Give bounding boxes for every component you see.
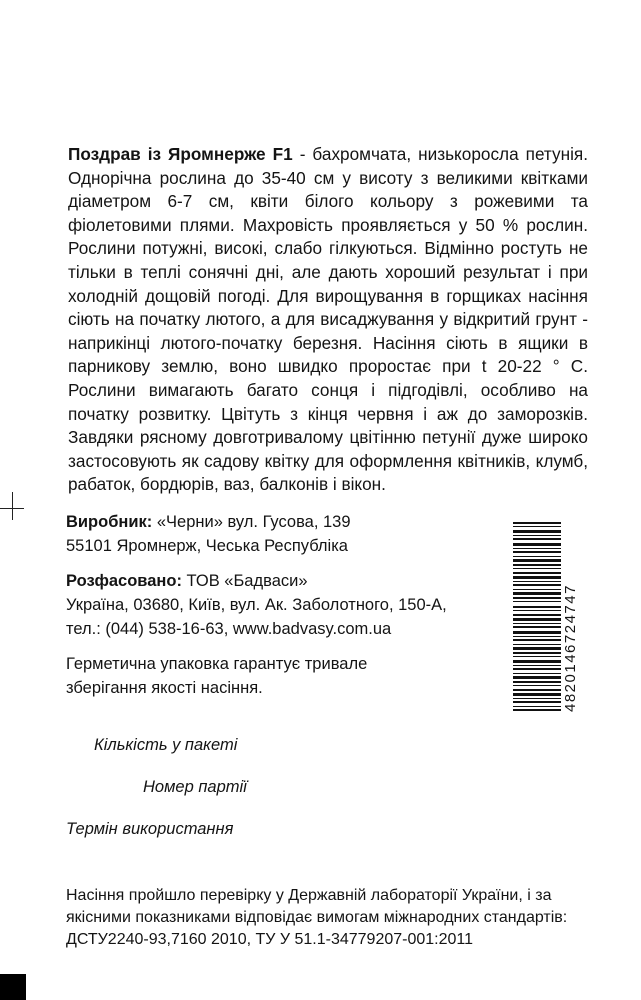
packer-label: Розфасовано: bbox=[66, 572, 182, 590]
description-text: - бахромчата, низькоросла петунія. Однорічна рослина до 35-40 см у висоту з великими квітками діаметром 6-7 см, квіти білого кольору з рожевими та фіолетовими плями. Махровість проявляється у 50 % рослин. Рослини потужні, високі, слабо гілкуються. Відмінно ростуть не тільки в теплі сонячні дні, але дають хороший результат і при холодній дощовій погоді. Для вирощування в горщиках насіння сіють на початку лютого, а для висаджування у відкритий грунт - наприкінці лютого-початку березня. Насіння сіють в ящики в парникову землю, воно швидко проростає при t 20-22 ° С. Рослини вимагають багато сонця і підгодівлі, особливо на початку розвитку. Цвітуть з кінця червня і аж до заморозків. Завдяки рясному довготривалому цвітінню петунії дуже широко застосовують як садову квітку для оформлення квітників, клумб, рабаток, бордюрів, ваз, балконів і вікон. bbox=[68, 144, 588, 495]
field-batch: Номер партії bbox=[143, 778, 247, 796]
packer-name: ТОВ «Бадваси» bbox=[181, 572, 308, 590]
producer-address: 55101 Яромнерж, Чеська Республіка bbox=[66, 537, 348, 555]
certification-line-2: якісними показниками відповідає вимогам міжнародних стандартів: bbox=[66, 909, 568, 926]
barcode bbox=[513, 520, 561, 712]
certification-line-1: Насіння пройшло перевірку у Державній лабораторії України, і за bbox=[66, 887, 552, 904]
crop-mark-vertical bbox=[12, 492, 13, 520]
certification-text bbox=[66, 885, 567, 951]
packer-line-1 bbox=[66, 570, 308, 594]
product-name: Поздрав із Яромнерже F1 bbox=[68, 144, 293, 164]
field-quantity: Кількість у пакеті bbox=[94, 736, 238, 754]
field-expiry: Термін використання bbox=[66, 820, 234, 838]
packer-address: Україна, 03680, Київ, вул. Ак. Заболотного, 150-А, bbox=[66, 596, 447, 614]
producer-name: «Черни» вул. Гусова, 139 bbox=[152, 513, 351, 531]
packer-contacts: тел.: (044) 538-16-63, www.badvasy.com.ua bbox=[66, 620, 392, 638]
storage-line-1: Герметична упаковка гарантує тривале bbox=[66, 655, 368, 673]
producer-label: Виробник: bbox=[66, 513, 153, 531]
corner-mark bbox=[0, 974, 26, 1000]
storage-line-2: зберігання якості насіння. bbox=[66, 679, 263, 697]
certification-line-3: ДСТУ2240-93,7160 2010, ТУ У 51.1-34779207-001:2011 bbox=[66, 931, 474, 948]
product-description bbox=[68, 143, 588, 497]
producer-line-1 bbox=[66, 511, 351, 535]
crop-mark-horizontal bbox=[0, 508, 24, 509]
barcode-digits: 4820146724747 bbox=[562, 584, 579, 712]
